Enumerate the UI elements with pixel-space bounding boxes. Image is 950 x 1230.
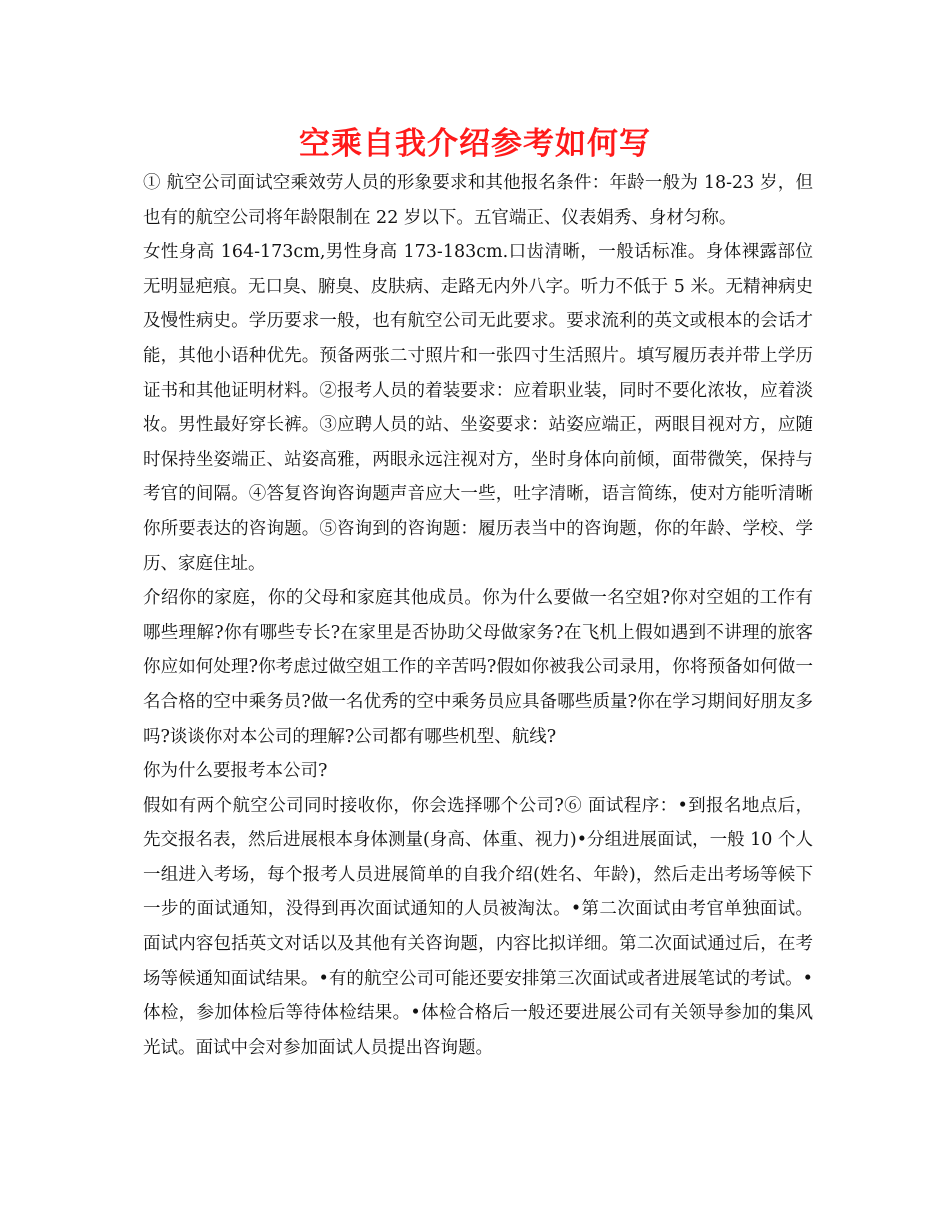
paragraph-interview-process: 假如有两个航空公司同时接收你，你会选择哪个公司?⑥ 面试程序：•到报名地点后，先交报名表，然后进展根本身体测量(身高、体重、视力)•分组进展面试，一般 10 个人一组进入考场，每个报考人员进展简单的自我介绍(姓名、年龄)，然后走出考场等候下一步的面试通知，没得到再次面试通知的人员被淘汰。•第二次面试由考官单独面试。面试内容包括英文对话以及其他有关咨询题，内容比拟详细。第二次面试通过后，在考场等候通知面试结果。•有的航空公司可能还要安排第三次面试或者进展笔试的考试。•体检，参加体检后等待体检结果。•体检合格后一般还要进展公司有关领导参加的集风光试。面试中会对参加面试人员提出咨询题。 (143, 795, 813, 1058)
document-body (143, 166, 813, 1065)
paragraph-why-company: 你为什么要报考本公司? (143, 761, 328, 782)
paragraph-questions: 介绍你的家庭，你的父母和家庭其他成员。你为什么要做一名空姐?你对空姐的工作有哪些理解?你有哪些专长?在家里是否协助父母做家务?在飞机上假如遇到不讲理的旅客你应如何处理?你考虑过做空姐工作的辛苦吗?假如你被我公司录用，你将预备如何做一名合格的空中乘务员?做一名优秀的空中乘务员应具备哪些质量?你在学习期间好朋友多吗?谈谈你对本公司的理解?公司都有哪些机型、航线? (143, 588, 813, 747)
document-title: 空乘自我介绍参考如何写 (299, 126, 651, 162)
paragraph-requirements: ① 航空公司面试空乘效劳人员的形象要求和其他报名条件：年龄一般为 18-23 岁，但也有的航空公司将年龄限制在 22 岁以下。五官端正、仪表娟秀、身材匀称。 (143, 173, 813, 228)
paragraph-conditions: 女性身高 164-173cm,男性身高 173-183cm.口齿清晰，一般话标准。身体裸露部位无明显疤痕。无口臭、腑臭、皮肤病、走路无内外八字。听力不低于 5 米。无精神病史及慢性病史。学历要求一般，也有航空公司无此要求。要求流利的英文或根本的会话才能，其他小语种优先。预备两张二寸照片和一张四寸生活照片。填写履历表并带上学历证书和其他证明材料。②报考人员的着装要求：应着职业装，同时不要化浓妆，应着淡妆。男性最好穿长裤。③应聘人员的站、坐姿要求：站姿应端正，两眼目视对方，应随时保持坐姿端正、站姿高雅，两眼永远注视对方，坐时身体向前倾，面带微笑，保持与考官的间隔。④答复咨询咨询题声音应大一些，吐字清晰，语言简练，使对方能听清晰你所要表达的咨询题。⑤咨询到的咨询题：履历表当中的咨询题，你的年龄、学校、学历、家庭住址。 (143, 242, 813, 574)
